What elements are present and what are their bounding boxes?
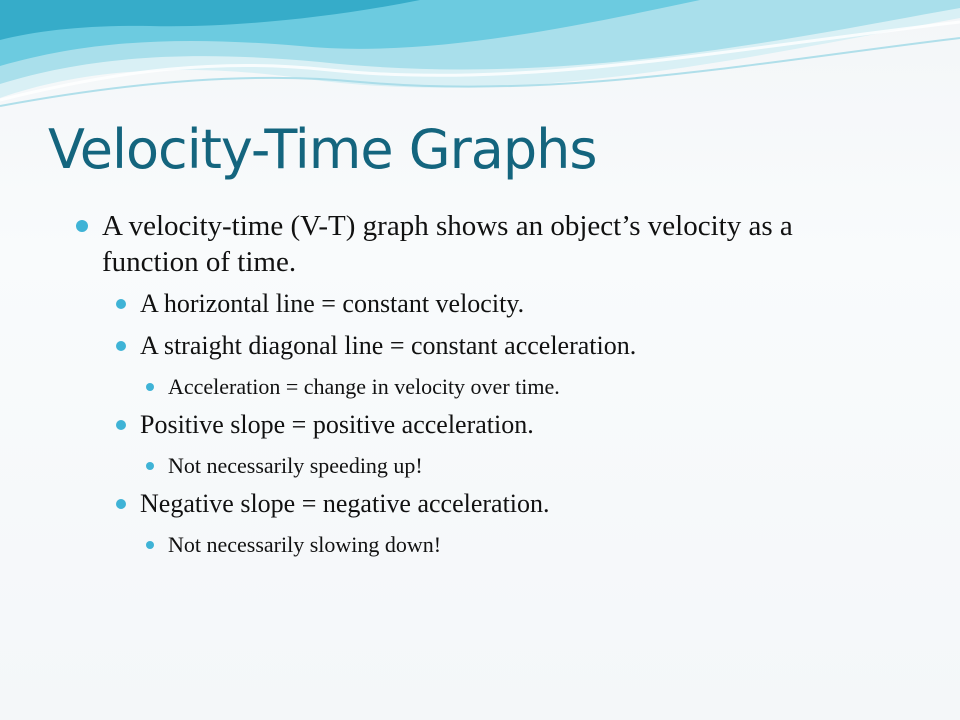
bullet-item xyxy=(116,287,896,321)
slide-title: Velocity-Time Graphs xyxy=(48,118,597,181)
bullet-text: Not necessarily slowing down! xyxy=(168,532,442,557)
bullet-dot-icon xyxy=(146,462,154,470)
bullet-text: Not necessarily speeding up! xyxy=(168,453,423,478)
bullet-item xyxy=(76,208,876,280)
bullet-dot-icon xyxy=(146,541,154,549)
bullet-dot-icon xyxy=(116,299,126,309)
bullet-dot-icon xyxy=(116,341,126,351)
bullet-item xyxy=(116,329,896,363)
bullet-dot-icon xyxy=(116,499,126,509)
bullet-item xyxy=(116,408,896,442)
bullet-item xyxy=(116,487,896,521)
bullet-text: A velocity-time (V-T) graph shows an object’s velocity as a function of time. xyxy=(102,210,793,278)
bullet-item xyxy=(146,372,906,402)
bullet-text: A horizontal line = constant velocity. xyxy=(140,289,525,318)
bullet-text: A straight diagonal line = constant acceleration. xyxy=(140,331,637,360)
bullet-dot-icon xyxy=(146,383,154,391)
bullet-dot-icon xyxy=(76,220,88,232)
bullet-text: Positive slope = positive acceleration. xyxy=(140,410,534,439)
bullet-item xyxy=(146,451,906,481)
bullet-text: Acceleration = change in velocity over time. xyxy=(168,374,560,399)
bullet-item xyxy=(146,530,906,560)
bullet-dot-icon xyxy=(116,420,126,430)
bullet-text: Negative slope = negative acceleration. xyxy=(140,489,550,518)
